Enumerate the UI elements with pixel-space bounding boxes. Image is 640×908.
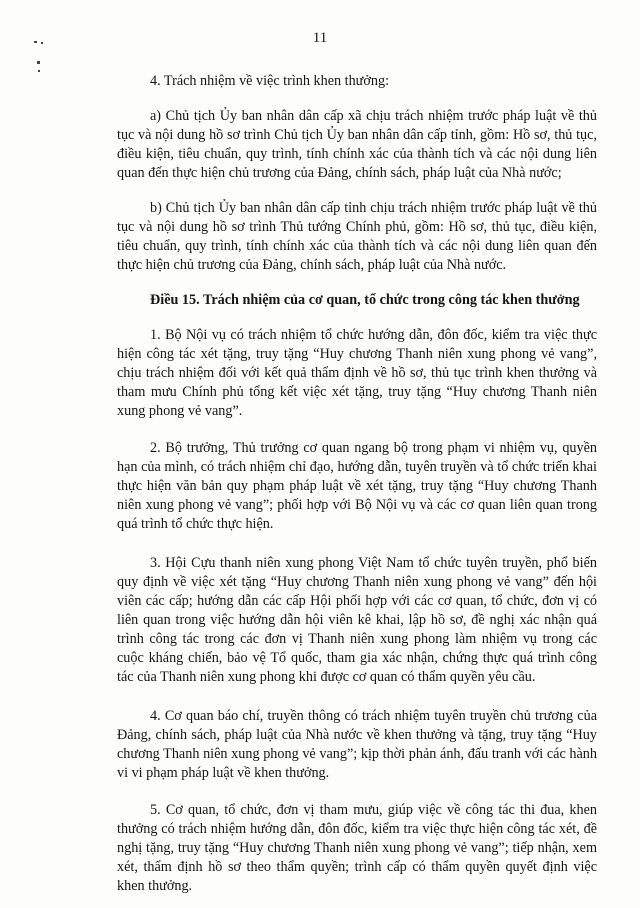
scan-speck: [34, 41, 37, 43]
article-15-paragraph-5: 5. Cơ quan, tổ chức, đơn vị tham mưu, giúp việc về công tác thi đua, khen thưởng có trách nhiệm hướng dẫn, đôn đốc, kiểm tra việc thực hiện công tác xét, đề nghị tặng, truy tặng “Huy chương Thanh niên xung phong vẻ vang”; tiếp nhận, xem xét, thẩm định hồ sơ theo thẩm quyền; trình cấp có thẩm quyền quyết định việc khen thưởng.: [117, 802, 597, 894]
article-15-paragraph-3: 3. Hội Cựu thanh niên xung phong Việt Nam tổ chức tuyên truyền, phổ biến quy định về việc xét tặng “Huy chương Thanh niên xung phong vẻ vang” đến hội viên các cấp; hướng dẫn các cấp Hội phối hợp với các cơ quan, tổ chức, đơn vị có liên quan trong việc hướng dẫn hội viên kê khai, lập hồ sơ, đề nghị xác nhận quá trình công tác trong các đơn vị Thanh niên xung phong làm nhiệm vụ trong các cuộc kháng chiến, bảo vệ Tổ quốc, tham gia xác nhận, chứng thực quá trình công tác của Thanh niên xung phong khi được cơ quan có thẩm quyền yêu cầu.: [117, 555, 597, 685]
scan-speck: [38, 70, 40, 72]
section-4-item-a: a) Chủ tịch Ủy ban nhân dân cấp xã chịu trách nhiệm trước pháp luật về thủ tục và nội dung hồ sơ trình Chủ tịch Ủy ban nhân dân cấp tỉnh, gồm: Hồ sơ, thủ tục, điều kiện, tiêu chuẩn, quy trình, tính chính xác của thành tích và các nội dung liên quan đến thực hiện chủ trương của Đảng, chính sách, pháp luật của Nhà nước;: [117, 108, 597, 181]
section-4-title: 4. Trách nhiệm về việc trình khen thưởng:: [150, 73, 390, 89]
article-15-paragraph-1: 1. Bộ Nội vụ có trách nhiệm tổ chức hướng dẫn, đôn đốc, kiểm tra việc thực hiện công tác xét tặng, truy tặng “Huy chương Thanh niên xung phong vẻ vang”, chịu trách nhiệm đối với kết quả thẩm định về hồ sơ, thủ tục trình khen thưởng và tham mưu Chính phủ tổng kết việc xét tặng, truy tặng “Huy chương Thanh niên xung phong vẻ vang”.: [117, 327, 597, 419]
page-number: 11: [312, 30, 328, 46]
document-body: [117, 72, 597, 896]
article-15-paragraph-4: 4. Cơ quan báo chí, truyền thông có trách nhiệm tuyên truyền chủ trương của Đảng, chính sách, pháp luật của Nhà nước về khen thưởng và tặng, truy tặng “Huy chương Thanh niên xung phong vẻ vang”; kịp thời phản ánh, đấu tranh với các hành vi vi phạm pháp luật về khen thưởng.: [117, 708, 597, 781]
scan-speck: [41, 42, 43, 44]
article-15-heading: Điều 15. Trách nhiệm của cơ quan, tổ chức trong công tác khen thưởng: [150, 292, 580, 308]
scan-speck: [37, 61, 40, 64]
section-4-item-b: b) Chủ tịch Ủy ban nhân dân cấp tỉnh chịu trách nhiệm trước pháp luật về thủ tục và nội dung hồ sơ trình Thủ tướng Chính phủ, gồm: Hồ sơ, thủ tục, điều kiện, tiêu chuẩn, quy trình, tính chính xác của thành tích và các nội dung liên quan đến thực hiện chủ trương của Đảng, chính sách, pháp luật của Nhà nước.: [117, 200, 597, 273]
article-15-paragraph-2: 2. Bộ trưởng, Thủ trưởng cơ quan ngang bộ trong phạm vi nhiệm vụ, quyền hạn của mình, có trách nhiệm chỉ đạo, hướng dẫn, tuyên truyền và tổ chức triển khai thực hiện văn bản quy phạm pháp luật về xét tặng, truy tặng “Huy chương Thanh niên xung phong vẻ vang”; phối hợp với Bộ Nội vụ và các cơ quan liên quan trong quá trình tổ chức thực hiện.: [117, 440, 597, 532]
